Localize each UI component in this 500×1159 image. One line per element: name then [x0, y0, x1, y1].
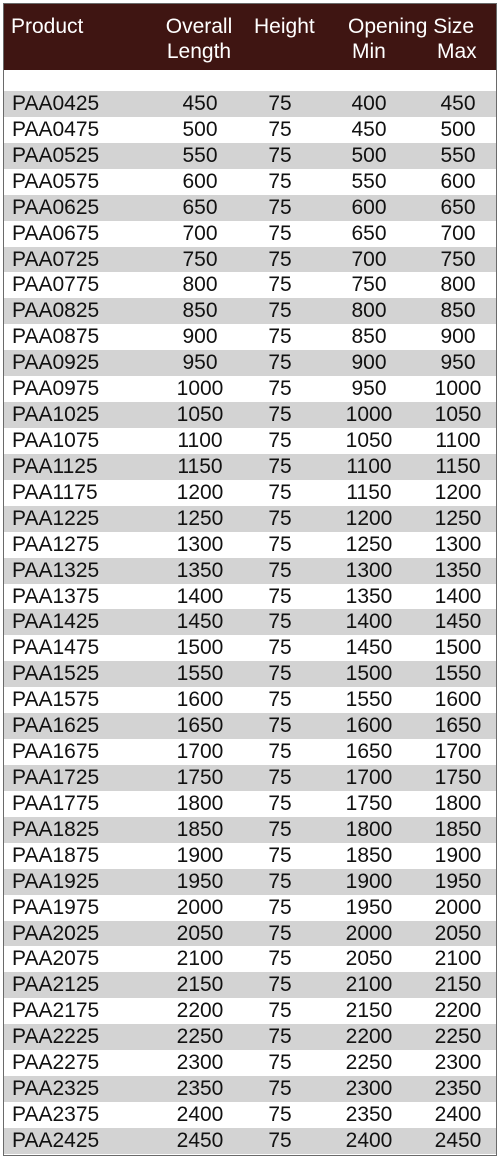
cell-opening-max: 1100 [435, 428, 481, 452]
cell-product: PAA2275 [12, 1051, 100, 1075]
table-row [4, 687, 496, 713]
cell-opening-max: 1750 [434, 765, 482, 789]
cell-product: PAA1175 [12, 480, 98, 504]
cell-opening-max: 900 [440, 325, 476, 349]
cell-opening-min: 1050 [345, 428, 393, 452]
cell-height: 75 [268, 765, 292, 789]
table-row [4, 376, 496, 402]
cell-height: 75 [268, 117, 292, 141]
cell-product: PAA1925 [12, 869, 100, 893]
cell-height: 75 [268, 558, 292, 582]
cell-height: 75 [268, 506, 292, 530]
cell-product: PAA1975 [12, 895, 100, 919]
cell-opening-max: 850 [440, 299, 476, 323]
table-row [4, 843, 496, 869]
cell-opening-max: 2250 [434, 1025, 482, 1049]
cell-overall-length: 550 [182, 143, 218, 167]
cell-opening-max: 2400 [434, 1102, 482, 1126]
cell-opening-max: 1500 [434, 636, 482, 660]
table-row [4, 635, 496, 661]
cell-opening-max: 450 [440, 92, 476, 115]
table-row [4, 169, 496, 195]
cell-overall-length: 1700 [176, 740, 224, 764]
table-row [4, 869, 496, 895]
cell-opening-max: 1000 [434, 377, 482, 401]
cell-opening-max: 1650 [434, 714, 482, 738]
cell-opening-min: 1150 [346, 480, 392, 504]
cell-opening-max: 2350 [434, 1077, 482, 1101]
cell-overall-length: 950 [182, 351, 218, 375]
cell-product: PAA0775 [12, 273, 100, 297]
cell-product: PAA1325 [12, 558, 100, 582]
cell-height: 75 [268, 325, 292, 349]
cell-opening-max: 1450 [434, 610, 482, 634]
cell-opening-min: 2000 [345, 921, 393, 945]
table-row [4, 1076, 496, 1102]
cell-opening-min: 2200 [345, 1025, 393, 1049]
cell-height: 75 [268, 403, 292, 427]
cell-height: 75 [268, 1025, 292, 1049]
cell-opening-min: 2150 [345, 999, 393, 1023]
cell-height: 75 [268, 1102, 292, 1126]
cell-overall-length: 2200 [176, 999, 224, 1023]
cell-opening-min: 1000 [345, 403, 393, 427]
cell-opening-min: 1650 [345, 740, 393, 764]
cell-height: 75 [268, 1128, 292, 1152]
cell-overall-length: 1400 [176, 584, 224, 608]
cell-opening-min: 700 [351, 247, 387, 271]
cell-height: 75 [268, 454, 292, 478]
cell-overall-length: 1850 [176, 817, 224, 841]
cell-opening-max: 1350 [434, 558, 482, 582]
cell-height: 75 [268, 584, 292, 608]
cell-opening-min: 750 [351, 273, 387, 297]
cell-opening-max: 600 [440, 169, 476, 193]
cell-opening-max: 1150 [435, 454, 481, 478]
table-body [4, 91, 496, 1154]
product-size-table [3, 3, 497, 1156]
header-height: Height [254, 15, 315, 38]
cell-product: PAA1875 [12, 843, 100, 867]
cell-opening-min: 550 [351, 169, 387, 193]
cell-opening-max: 1200 [434, 480, 482, 504]
cell-overall-length: 1000 [176, 377, 224, 401]
cell-overall-length: 1650 [176, 714, 224, 738]
cell-overall-length: 1300 [176, 532, 224, 556]
cell-product: PAA1125 [12, 454, 98, 478]
cell-opening-min: 1300 [345, 558, 393, 582]
table-row [4, 558, 496, 584]
cell-opening-max: 1400 [434, 584, 482, 608]
cell-opening-min: 600 [351, 195, 387, 219]
cell-product: PAA2075 [12, 947, 100, 971]
table-row [4, 350, 496, 376]
cell-opening-min: 1550 [345, 688, 393, 712]
cell-opening-max: 1300 [434, 532, 482, 556]
cell-opening-max: 2200 [434, 999, 482, 1023]
cell-height: 75 [268, 92, 292, 115]
cell-height: 75 [268, 143, 292, 167]
cell-opening-max: 700 [440, 221, 476, 245]
cell-opening-max: 1900 [434, 843, 482, 867]
cell-overall-length: 1900 [176, 843, 224, 867]
cell-overall-length: 750 [182, 247, 218, 271]
cell-opening-max: 2300 [434, 1051, 482, 1075]
cell-opening-max: 500 [440, 117, 476, 141]
cell-height: 75 [268, 610, 292, 634]
cell-product: PAA0875 [12, 325, 100, 349]
cell-product: PAA1425 [12, 610, 100, 634]
table-row [4, 791, 496, 817]
cell-opening-min: 1350 [345, 584, 393, 608]
header-max: Max [437, 40, 477, 63]
table-row [4, 998, 496, 1024]
cell-overall-length: 900 [182, 325, 218, 349]
table-row [4, 946, 496, 972]
cell-height: 75 [268, 662, 292, 686]
cell-product: PAA2175 [12, 999, 100, 1023]
table-row [4, 921, 496, 947]
cell-overall-length: 850 [182, 299, 218, 323]
cell-product: PAA0625 [12, 195, 100, 219]
table-row [4, 532, 496, 558]
cell-overall-length: 1600 [176, 688, 224, 712]
cell-height: 75 [268, 714, 292, 738]
table-row [4, 298, 496, 324]
table-row [4, 584, 496, 610]
cell-product: PAA0975 [12, 377, 100, 401]
cell-product: PAA1375 [12, 584, 100, 608]
cell-product: PAA1675 [12, 740, 100, 764]
cell-height: 75 [268, 480, 292, 504]
cell-height: 75 [268, 532, 292, 556]
cell-product: PAA1575 [12, 688, 100, 712]
cell-opening-min: 400 [351, 92, 387, 115]
table-row [4, 402, 496, 428]
cell-opening-max: 800 [440, 273, 476, 297]
table-row [4, 247, 496, 273]
cell-overall-length: 2400 [176, 1102, 224, 1126]
cell-height: 75 [268, 428, 292, 452]
cell-opening-max: 750 [440, 247, 476, 271]
cell-overall-length: 1050 [176, 403, 224, 427]
table-row [4, 506, 496, 532]
cell-overall-length: 2150 [176, 973, 224, 997]
cell-opening-min: 1400 [345, 610, 393, 634]
cell-product: PAA1025 [12, 403, 100, 427]
cell-opening-min: 1500 [345, 662, 393, 686]
cell-opening-min: 2300 [345, 1077, 393, 1101]
cell-product: PAA2225 [12, 1025, 100, 1049]
cell-product: PAA1525 [12, 662, 100, 686]
cell-opening-max: 650 [440, 195, 476, 219]
cell-product: PAA1275 [12, 532, 100, 556]
cell-overall-length: 500 [182, 117, 218, 141]
table-row [4, 195, 496, 221]
cell-height: 75 [268, 351, 292, 375]
table-row [4, 324, 496, 350]
cell-overall-length: 600 [182, 169, 218, 193]
cell-overall-length: 2050 [176, 921, 224, 945]
cell-opening-min: 850 [351, 325, 387, 349]
cell-height: 75 [268, 247, 292, 271]
table-row [4, 1024, 496, 1050]
cell-opening-max: 2150 [434, 973, 482, 997]
cell-opening-min: 1850 [345, 843, 393, 867]
cell-opening-max: 1550 [434, 662, 482, 686]
cell-opening-min: 1750 [345, 791, 393, 815]
cell-overall-length: 2350 [176, 1077, 224, 1101]
cell-opening-min: 2400 [345, 1128, 393, 1152]
cell-height: 75 [268, 688, 292, 712]
cell-opening-min: 1900 [345, 869, 393, 893]
table-row [4, 454, 496, 480]
cell-height: 75 [268, 895, 292, 919]
table-row [4, 765, 496, 791]
cell-product: PAA2425 [12, 1128, 100, 1152]
cell-overall-length: 1950 [176, 869, 224, 893]
cell-opening-min: 1200 [345, 506, 393, 530]
table-row [4, 972, 496, 998]
cell-product: PAA1775 [12, 791, 100, 815]
cell-height: 75 [268, 869, 292, 893]
table-row [4, 91, 496, 117]
table-row [4, 895, 496, 921]
cell-opening-max: 1600 [434, 688, 482, 712]
cell-overall-length: 1250 [176, 506, 224, 530]
cell-opening-min: 2100 [345, 973, 393, 997]
cell-overall-length: 2300 [176, 1051, 224, 1075]
cell-opening-min: 450 [351, 117, 387, 141]
cell-opening-max: 1950 [434, 869, 482, 893]
cell-overall-length: 1150 [177, 454, 223, 478]
cell-opening-min: 1250 [345, 532, 393, 556]
cell-product: PAA0425 [12, 92, 100, 115]
cell-overall-length: 1450 [176, 610, 224, 634]
cell-opening-min: 2050 [345, 947, 393, 971]
cell-opening-min: 1700 [345, 765, 393, 789]
cell-overall-length: 1100 [177, 428, 223, 452]
cell-height: 75 [268, 636, 292, 660]
cell-overall-length: 650 [182, 195, 218, 219]
cell-product: PAA1475 [12, 636, 100, 660]
table-row [4, 1102, 496, 1128]
cell-height: 75 [268, 973, 292, 997]
header-spacer [4, 70, 496, 91]
cell-height: 75 [268, 921, 292, 945]
cell-opening-max: 1850 [434, 817, 482, 841]
cell-overall-length: 1200 [176, 480, 224, 504]
cell-product: PAA0525 [12, 143, 100, 167]
cell-overall-length: 800 [182, 273, 218, 297]
cell-height: 75 [268, 1077, 292, 1101]
cell-product: PAA1725 [12, 765, 100, 789]
cell-opening-min: 900 [351, 351, 387, 375]
header-overall: Overall [165, 15, 233, 38]
cell-opening-max: 1250 [434, 506, 482, 530]
cell-opening-min: 1100 [346, 454, 392, 478]
cell-overall-length: 1500 [176, 636, 224, 660]
cell-opening-max: 2450 [434, 1128, 482, 1152]
cell-overall-length: 1750 [176, 765, 224, 789]
table-row [4, 428, 496, 454]
cell-opening-min: 1800 [345, 817, 393, 841]
cell-opening-max: 1800 [434, 791, 482, 815]
cell-height: 75 [268, 843, 292, 867]
cell-opening-max: 550 [440, 143, 476, 167]
table-row [4, 1128, 496, 1154]
cell-opening-min: 2350 [345, 1102, 393, 1126]
cell-height: 75 [268, 169, 292, 193]
cell-product: PAA2375 [12, 1102, 100, 1126]
table-row [4, 221, 496, 247]
cell-opening-min: 1950 [345, 895, 393, 919]
header-min: Min [352, 40, 386, 63]
cell-overall-length: 2000 [176, 895, 224, 919]
cell-opening-min: 950 [351, 377, 387, 401]
cell-opening-max: 2050 [434, 921, 482, 945]
cell-product: PAA2325 [12, 1077, 100, 1101]
cell-opening-min: 1600 [345, 714, 393, 738]
table-row [4, 117, 496, 143]
cell-overall-length: 2100 [176, 947, 224, 971]
cell-product: PAA1225 [12, 506, 100, 530]
cell-height: 75 [268, 377, 292, 401]
cell-product: PAA2025 [12, 921, 100, 945]
cell-product: PAA0725 [12, 247, 100, 271]
cell-opening-max: 1700 [434, 740, 482, 764]
cell-opening-min: 650 [351, 221, 387, 245]
cell-opening-min: 1450 [345, 636, 393, 660]
table-row [4, 713, 496, 739]
cell-height: 75 [268, 817, 292, 841]
cell-height: 75 [268, 947, 292, 971]
cell-product: PAA1075 [12, 428, 100, 452]
cell-height: 75 [268, 791, 292, 815]
cell-overall-length: 1350 [176, 558, 224, 582]
table-row [4, 480, 496, 506]
table-row [4, 143, 496, 169]
cell-opening-min: 500 [351, 143, 387, 167]
cell-product: PAA0475 [12, 117, 100, 141]
cell-height: 75 [268, 740, 292, 764]
cell-height: 75 [268, 999, 292, 1023]
cell-opening-min: 800 [351, 299, 387, 323]
cell-overall-length: 450 [182, 92, 218, 115]
table-row [4, 272, 496, 298]
cell-overall-length: 1800 [176, 791, 224, 815]
table-header [4, 4, 496, 70]
cell-overall-length: 1550 [176, 662, 224, 686]
cell-overall-length: 700 [182, 221, 218, 245]
cell-opening-max: 2000 [434, 895, 482, 919]
cell-height: 75 [268, 195, 292, 219]
cell-overall-length: 2450 [176, 1128, 224, 1152]
cell-height: 75 [268, 299, 292, 323]
cell-height: 75 [268, 221, 292, 245]
table-row [4, 1050, 496, 1076]
cell-product: PAA0925 [12, 351, 100, 375]
cell-product: PAA1825 [12, 817, 100, 841]
cell-product: PAA2125 [12, 973, 100, 997]
cell-product: PAA0675 [12, 221, 100, 245]
table-row [4, 817, 496, 843]
cell-height: 75 [268, 1051, 292, 1075]
cell-product: PAA0575 [12, 169, 100, 193]
table-row [4, 739, 496, 765]
table-row [4, 661, 496, 687]
table-row [4, 609, 496, 635]
cell-overall-length: 2250 [176, 1025, 224, 1049]
cell-opening-max: 2100 [434, 947, 482, 971]
header-length: Length [166, 40, 232, 63]
cell-opening-min: 2250 [345, 1051, 393, 1075]
cell-opening-max: 1050 [434, 403, 482, 427]
header-product: Product [11, 15, 84, 38]
cell-product: PAA1625 [12, 714, 100, 738]
header-opening-size: Opening Size [348, 15, 475, 38]
cell-height: 75 [268, 273, 292, 297]
cell-product: PAA0825 [12, 299, 100, 323]
cell-opening-max: 950 [440, 351, 476, 375]
